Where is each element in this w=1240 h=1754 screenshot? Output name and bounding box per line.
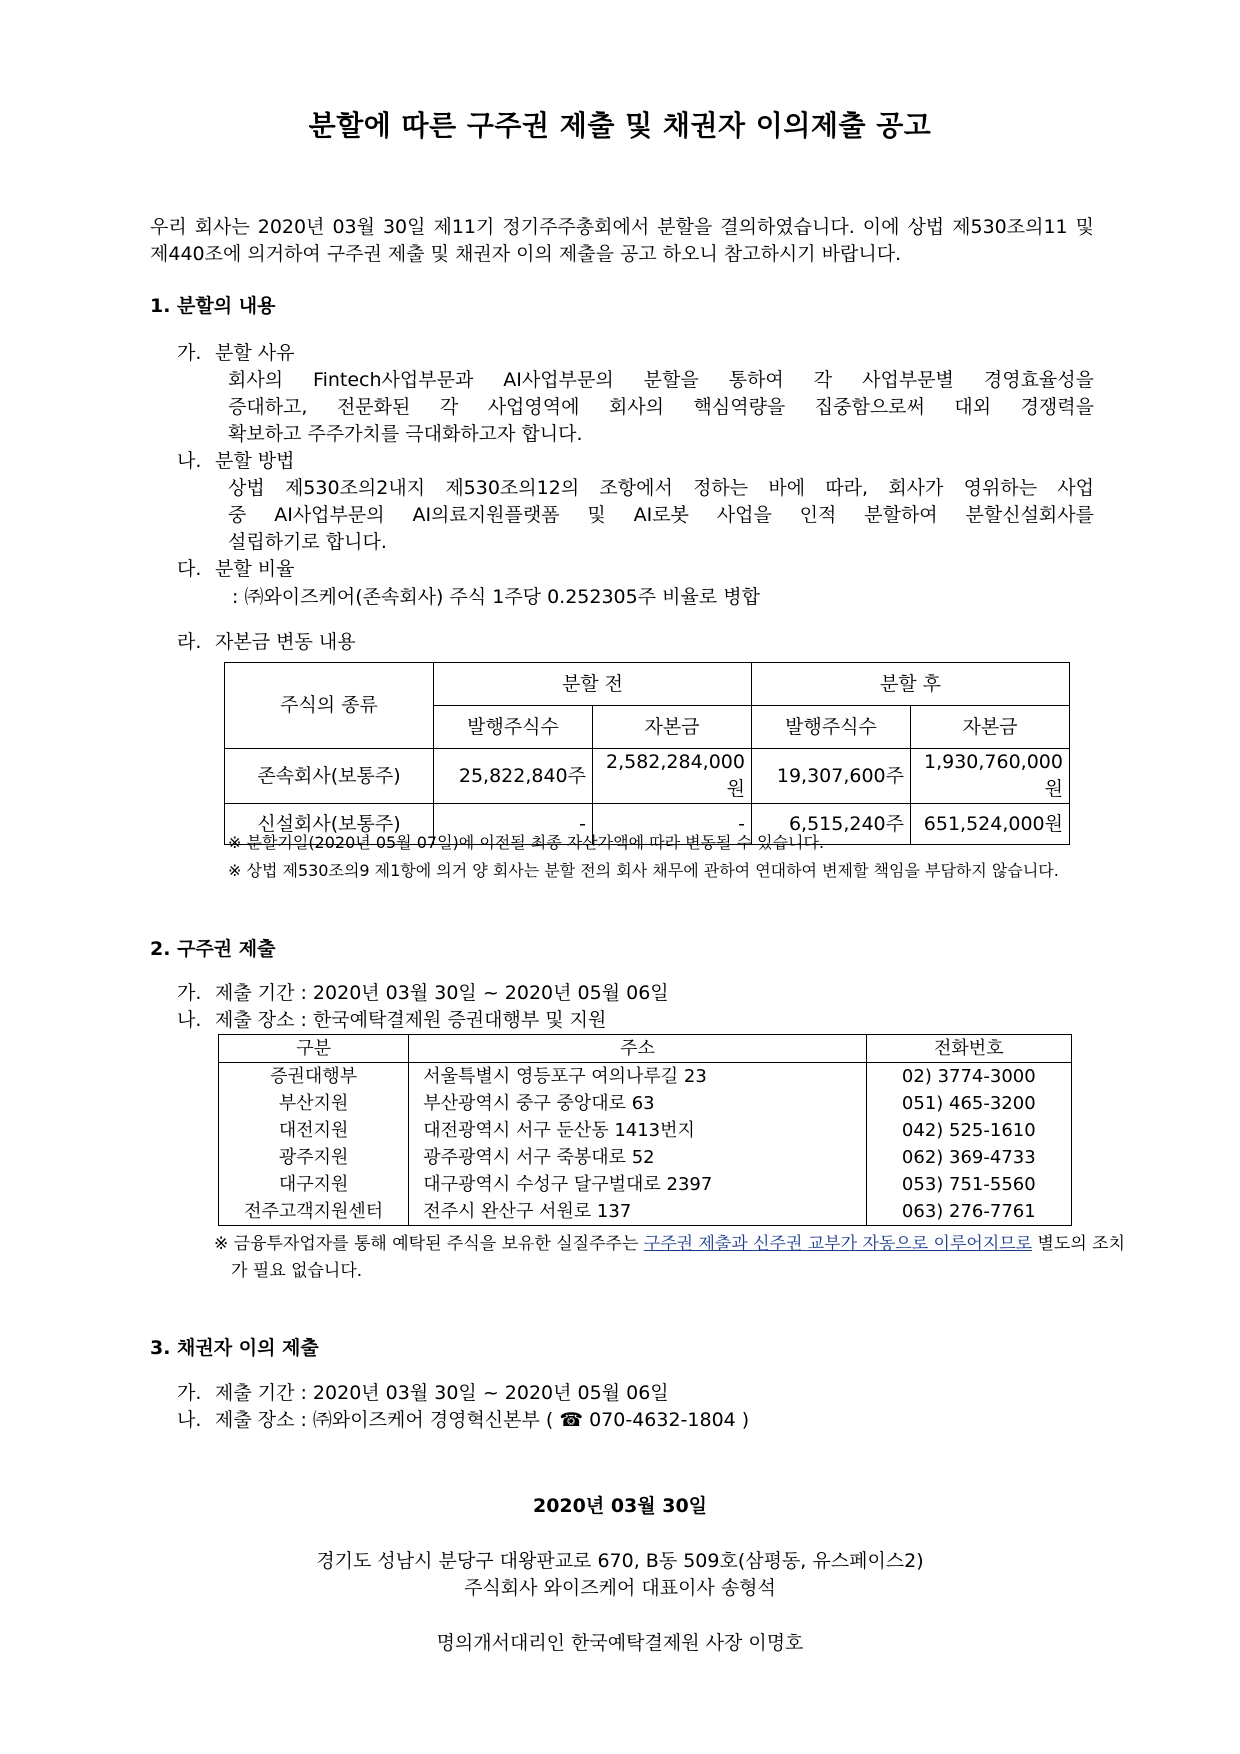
item-ra-label: 라.: [177, 631, 202, 653]
branch-name: 증권대행부: [219, 1063, 409, 1091]
capital-note-1: ※ 분할기일(2020년 05월 07일)에 이전될 최종 자산가액에 따라 변동될 수 있습니다.: [228, 833, 825, 852]
auto-exchange-link[interactable]: 구주권 제출과 신주권 교부가 자동으로 이루어지므로: [643, 1234, 1033, 1254]
section3-heading: 3. 채권자 이의 제출: [150, 1337, 319, 1359]
table-row: [219, 1063, 1072, 1091]
branch-phone: 053) 751-5560: [866, 1171, 1071, 1198]
branch-phone: 062) 369-4733: [866, 1144, 1071, 1171]
header-phone: 전화번호: [866, 1035, 1071, 1063]
table-row: [219, 1090, 1072, 1117]
item-ga-label: 가.: [177, 342, 202, 364]
row-type: 존속회사(보통주): [225, 749, 434, 804]
table-row: [219, 1144, 1072, 1171]
row-after-capital: 1,930,760,000원: [911, 749, 1070, 804]
branch-name: 부산지원: [219, 1090, 409, 1117]
s3-period-label: 가.: [177, 1382, 202, 1404]
split-reason-line2: 증대하고, 전문화된 각 사업영역에 회사의 핵심역량을 집중함으로써 대외 경쟁력을: [228, 396, 1094, 418]
item-na-label: 나.: [177, 450, 202, 472]
s2-period-text: 제출 기간 : 2020년 03월 30일 ~ 2020년 05월 06일: [215, 982, 669, 1004]
s3-period-text: 제출 기간 : 2020년 03월 30일 ~ 2020년 05월 06일: [215, 1382, 669, 1404]
header-after-capital: 자본금: [911, 706, 1070, 749]
branch-name: 전주고객지원센터: [219, 1198, 409, 1226]
split-method-line3: 설립하기로 합니다.: [228, 531, 387, 553]
branch-address: 대전광역시 서구 둔산동 1413번지: [409, 1117, 866, 1144]
branch-name: 대구지원: [219, 1171, 409, 1198]
capital-change-title: 자본금 변동 내용: [215, 631, 356, 653]
header-address: 주소: [409, 1035, 866, 1063]
intro-paragraph: 우리 회사는 2020년 03월 30일 제11기 정기주주총회에서 분할을 결의하였습니다. 이에 상법 제530조의11 및 제440조에 의거하여 구주권 제출 및 채권자 이의 제출을 공고 하오니 참고하시기 바랍니다.: [150, 216, 1094, 265]
row-before-shares: 25,822,840주: [434, 749, 593, 804]
branch-phone: 063) 276-7761: [866, 1198, 1071, 1226]
row-before-capital: 2,582,284,000원: [593, 749, 752, 804]
header-share-type: 주식의 종류: [225, 663, 434, 749]
header-after-split: 분할 후: [752, 663, 1070, 706]
table-row: [225, 749, 1070, 804]
split-reason-line3: 확보하고 주주가치를 극대화하고자 합니다.: [228, 423, 583, 445]
table-row: [219, 1171, 1072, 1198]
header-after-shares: 발행주식수: [752, 706, 911, 749]
section1-heading: 1. 분할의 내용: [150, 295, 276, 317]
header-before-shares: 발행주식수: [434, 706, 593, 749]
branch-table: [218, 1034, 1072, 1226]
s3-place-text: [215, 1407, 749, 1434]
branch-note-suffix: 별도의 조치: [1032, 1234, 1126, 1254]
split-method-line1: 상법 제530조의2내지 제530조의12의 조항에서 정하는 바에 따라, 회사가 영위하는 사업: [228, 477, 1094, 499]
s3-place-before: 제출 장소 : ㈜와이즈케어 경영혁신본부 (: [215, 1409, 560, 1431]
row-after-capital: 651,524,000원: [911, 804, 1070, 845]
company-representative: 주식회사 와이즈케어 대표이사 송형석: [464, 1577, 776, 1599]
row-type: 신설회사(보통주): [225, 804, 434, 845]
header-before-split: 분할 전: [434, 663, 752, 706]
branch-name: 광주지원: [219, 1144, 409, 1171]
transfer-agent: 명의개서대리인 한국예탁결제원 사장 이명호: [436, 1632, 804, 1654]
s2-place-text: 제출 장소 : 한국예탁결제원 증권대행부 및 지원: [215, 1009, 607, 1031]
split-method-line2: 중 AI사업부문의 AI의료지원플랫폼 및 AI로봇 사업을 인적 분할하여 분할신설회사를: [228, 504, 1094, 526]
split-ratio-title: 분할 비율: [215, 558, 295, 580]
section2-heading: 2. 구주권 제출: [150, 938, 276, 960]
s3-place-after: 070-4632-1804 ): [583, 1409, 750, 1431]
branch-phone: 042) 525-1610: [866, 1117, 1071, 1144]
table-row: [219, 1117, 1072, 1144]
item-da-label: 다.: [177, 558, 202, 580]
split-reason-title: 분할 사유: [215, 342, 295, 364]
row-before-shares: -: [434, 804, 593, 845]
branch-note-prefix: ※ 금융투자업자를 통해 예탁된 주식을 보유한 실질주주는: [214, 1234, 644, 1254]
branch-address: 서울특별시 영등포구 여의나루길 23: [409, 1063, 866, 1091]
s3-place-label: 나.: [177, 1409, 202, 1431]
capital-change-table: [224, 662, 1070, 845]
document-title: 분할에 따른 구주권 제출 및 채권자 이의제출 공고: [308, 109, 932, 142]
branch-address: 광주광역시 서구 죽봉대로 52: [409, 1144, 866, 1171]
capital-note-2: ※ 상법 제530조의9 제1항에 의거 양 회사는 분할 전의 회사 채무에 관하여 연대하여 변제할 책임을 부담하지 않습니다.: [228, 861, 1059, 880]
branch-address: 전주시 완산구 서원로 137: [409, 1198, 866, 1226]
header-before-capital: 자본금: [593, 706, 752, 749]
split-reason-line1: 회사의 Fintech사업부문과 AI사업부문의 분할을 통하여 각 사업부문별 경영효율성을: [228, 369, 1094, 391]
split-method-title: 분할 방법: [215, 450, 295, 472]
table-row: [219, 1198, 1072, 1226]
row-after-shares: 6,515,240주: [752, 804, 911, 845]
s2-place-label: 나.: [177, 1009, 202, 1031]
phone-icon: ☎: [559, 1409, 584, 1431]
split-ratio-text: : ㈜와이즈케어(존속회사) 주식 1주당 0.252305주 비율로 병합: [232, 586, 760, 608]
header-category: 구분: [219, 1035, 409, 1063]
s2-period-label: 가.: [177, 982, 202, 1004]
branch-address: 대구광역시 수성구 달구벌대로 2397: [409, 1171, 866, 1198]
row-after-shares: 19,307,600주: [752, 749, 911, 804]
branch-note-line1: [214, 1231, 1125, 1258]
branch-note-line2: 가 필요 없습니다.: [231, 1261, 363, 1281]
company-address: 경기도 성남시 분당구 대왕판교로 670, B동 509호(삼평동, 유스페이스2): [316, 1550, 924, 1572]
branch-phone: 02) 3774-3000: [866, 1063, 1071, 1091]
branch-address: 부산광역시 중구 중앙대로 63: [409, 1090, 866, 1117]
branch-phone: 051) 465-3200: [866, 1090, 1071, 1117]
branch-name: 대전지원: [219, 1117, 409, 1144]
row-before-capital: -: [593, 804, 752, 845]
notice-date: 2020년 03월 30일: [532, 1495, 708, 1517]
